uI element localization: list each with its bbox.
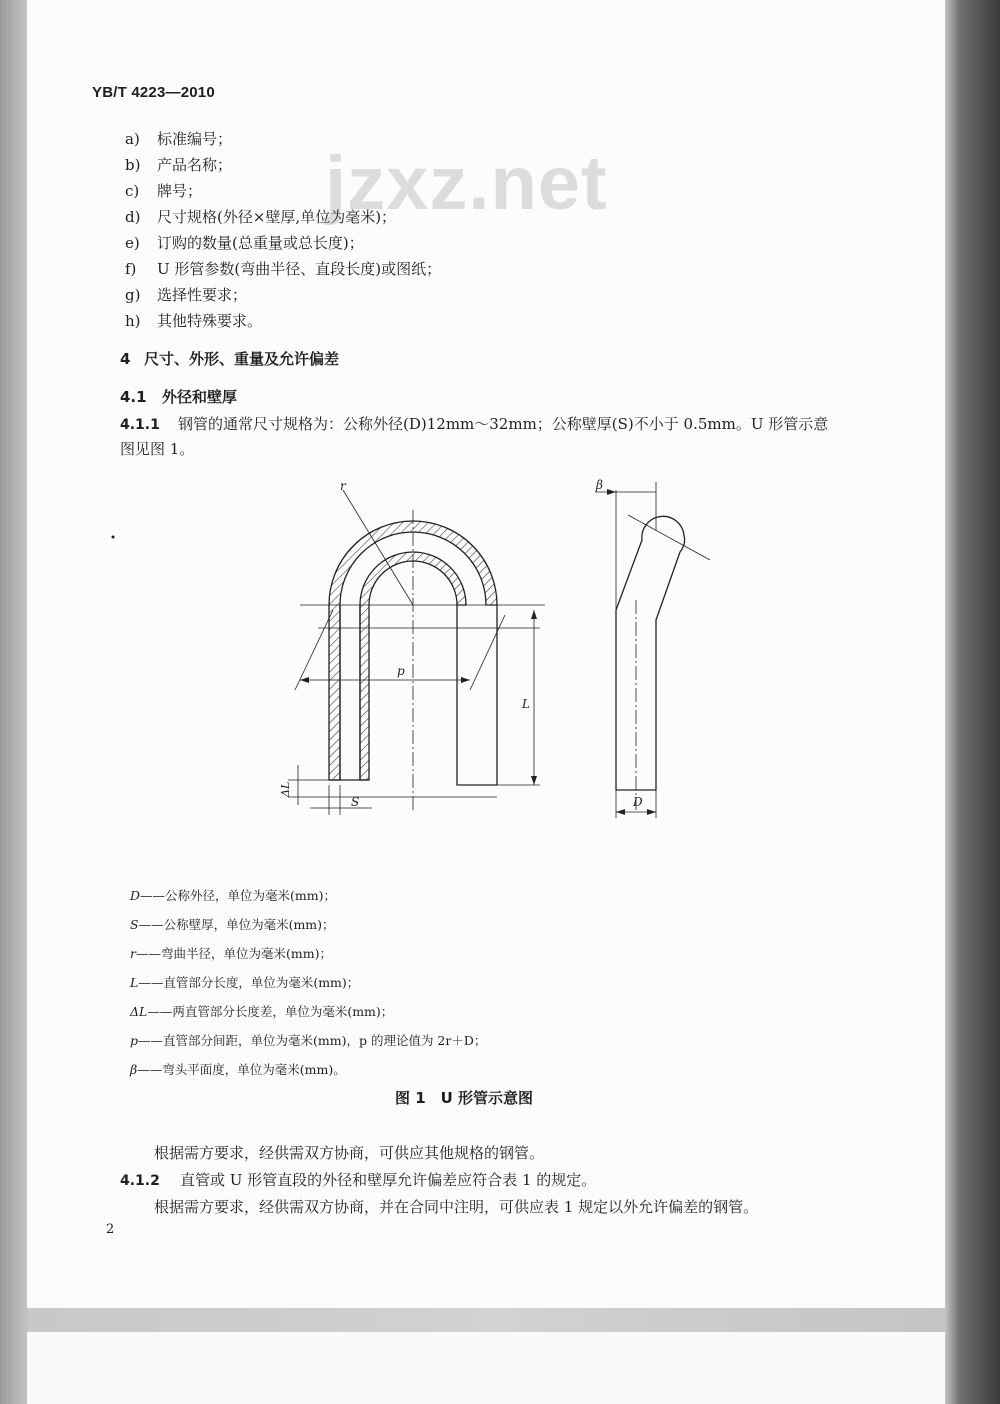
legend-text: 公称壁厚，单位为毫米(mm)； — [163, 917, 335, 932]
paragraph: 根据需方要求，经供需双方协商，可供应其他规格的钢管。 — [154, 1144, 545, 1162]
section-title: 尺寸、外形、重量及允许偏差 — [144, 350, 340, 368]
list-key: h) — [125, 312, 141, 330]
legend-item — [130, 944, 332, 962]
legend-symbol: D — [130, 888, 141, 903]
list-key: g) — [125, 286, 141, 304]
legend-item — [130, 886, 336, 904]
legend-text: 弯曲半径，单位为毫米(mm)； — [160, 946, 332, 961]
side-view-tube — [616, 516, 685, 790]
label-D: D — [633, 795, 643, 809]
list-text: 产品名称； — [157, 156, 233, 174]
arrow — [607, 489, 616, 495]
side-angle-line — [628, 515, 710, 560]
list-text: 标准编号； — [157, 130, 233, 148]
label-L: L — [522, 697, 530, 711]
tube-inner-line — [340, 605, 360, 780]
watermark: jzxz.net — [325, 141, 608, 226]
arrow — [531, 610, 537, 619]
page-number: 2 — [106, 1222, 115, 1237]
clause-number: 4.1.2 — [120, 1173, 160, 1189]
list-text: U 形管参数(弯曲半径、直段长度)或图纸； — [157, 260, 442, 278]
label-beta: β — [596, 478, 603, 492]
arrow — [300, 677, 309, 683]
arrow — [531, 776, 537, 785]
speck — [112, 536, 115, 539]
list-key: b) — [125, 156, 141, 174]
list-key: a) — [125, 130, 140, 148]
section-number: 4 — [120, 350, 131, 368]
arrow — [647, 809, 656, 815]
legend-item — [130, 915, 335, 933]
legend-text: 公称外径，单位为毫米(mm)； — [165, 888, 336, 903]
legend-symbol: r — [130, 946, 136, 961]
legend-symbol: S — [130, 917, 139, 932]
legend-symbol: β — [130, 1062, 138, 1077]
list-text: 订购的数量(总重量或总长度)； — [157, 234, 364, 252]
legend-dash: —— — [147, 1004, 173, 1019]
legend-dash: —— — [138, 1033, 164, 1048]
legend-dash: —— — [140, 888, 166, 903]
arrow — [461, 677, 470, 683]
clause-number: 4.1.1 — [120, 417, 160, 433]
list-key: d) — [125, 208, 141, 226]
document-number: YB/T 4223—2010 — [92, 84, 215, 101]
legend-item — [130, 1031, 486, 1049]
label-p: p — [397, 664, 405, 678]
legend-dash: —— — [135, 946, 161, 961]
legend-text: 两直管部分长度差，单位为毫米(mm)； — [172, 1004, 394, 1019]
tube-right-arm — [457, 605, 497, 785]
figure-caption: 图 1 U 形管示意图 — [395, 1089, 534, 1107]
subsection-title: 外径和壁厚 — [162, 388, 238, 406]
list-key: e) — [125, 234, 140, 252]
label-dL: ΔL — [279, 781, 292, 797]
list-text: 选择性要求； — [157, 286, 248, 304]
legend-item — [130, 1002, 393, 1020]
list-key: f) — [125, 260, 137, 278]
legend-dash: —— — [138, 975, 164, 990]
label-r: r — [340, 479, 346, 493]
legend-symbol: ΔL — [130, 1004, 148, 1019]
p-diagonal — [295, 610, 333, 690]
list-text: 尺寸规格(外径×壁厚,单位为毫米)； — [157, 208, 397, 226]
list-text: 其他特殊要求。 — [157, 312, 263, 330]
legend-dash: —— — [137, 1062, 163, 1077]
label-S: S — [351, 795, 360, 809]
subsection-number: 4.1 — [120, 388, 147, 406]
legend-text: 直管部分间距，单位为毫米(mm)，p 的理论值为 2r＋D； — [163, 1033, 487, 1048]
clause-4-1-1-continuation: 图见图 1。 — [120, 440, 195, 458]
legend-symbol: L — [130, 975, 139, 990]
legend-item — [130, 973, 359, 991]
clause-text: 钢管的通常尺寸规格为：公称外径(D)12mm～32mm；公称壁厚(S)不小于 0.5mm。U 形管示意 — [178, 415, 829, 433]
legend-text: 弯头平面度，单位为毫米(mm)。 — [162, 1062, 346, 1077]
paragraph: 根据需方要求，经供需双方协商，并在合同中注明，可供应表 1 规定以外允许偏差的钢管。 — [154, 1198, 759, 1216]
list-key: c) — [125, 182, 140, 200]
p-diagonal-2 — [470, 615, 505, 690]
legend-text: 直管部分长度，单位为毫米(mm)； — [163, 975, 360, 990]
legend-dash: —— — [138, 917, 164, 932]
clause-text: 直管或 U 形管直段的外径和壁厚允许偏差应符合表 1 的规定。 — [180, 1171, 597, 1189]
clause-4-1-2 — [120, 1169, 596, 1190]
arrow — [616, 809, 625, 815]
list-text: 牌号； — [157, 182, 203, 200]
legend-symbol: p — [130, 1033, 139, 1048]
legend-item — [130, 1060, 346, 1078]
